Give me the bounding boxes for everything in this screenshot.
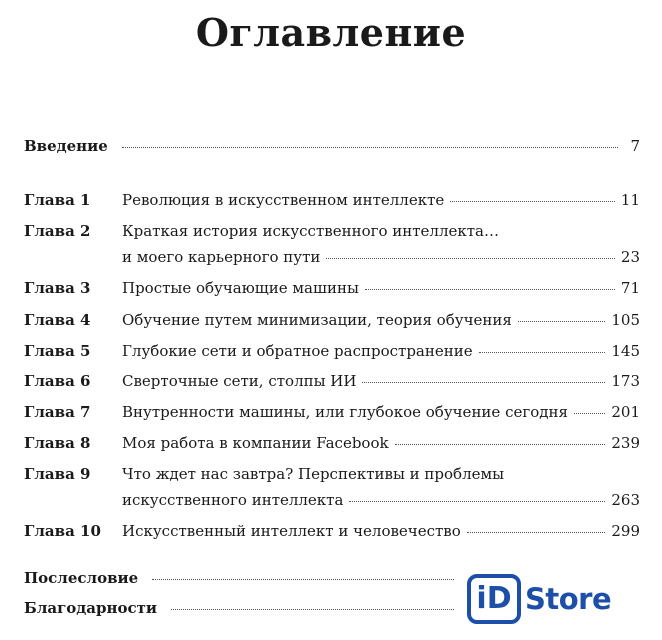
logo-box: iD <box>467 574 521 624</box>
toc-entry-chapter-1[interactable] <box>24 189 640 211</box>
leader-dots <box>518 307 606 322</box>
chapter-title: Глубокие сети и обратное распространение <box>122 342 473 360</box>
chapter-label: Глава 4 <box>24 311 91 329</box>
toc-entry-afterword[interactable] <box>24 567 460 589</box>
leader-dots <box>450 187 615 202</box>
chapter-title: Обучение путем минимизации, теория обучения <box>122 311 512 329</box>
leader-dots <box>122 133 618 148</box>
chapter-title: Революция в искусственном интеллекте <box>122 191 445 209</box>
leader-dots <box>152 565 454 580</box>
chapter-title-line-1: Что ждет нас завтра? Перспективы и проблемы <box>122 465 505 483</box>
leader-dots <box>479 338 606 353</box>
toc-entry-intro[interactable] <box>24 135 640 157</box>
leader-dots <box>362 368 605 383</box>
page-number: 7 <box>630 137 640 155</box>
toc-entry-chapter-6[interactable] <box>24 370 640 392</box>
chapter-label: Глава 8 <box>24 434 91 452</box>
toc-entry-chapter-2-cont[interactable] <box>24 246 640 268</box>
toc-entry-chapter-4[interactable] <box>24 309 640 331</box>
page-number: 145 <box>611 342 640 360</box>
leader-dots <box>349 487 605 502</box>
leader-dots <box>467 518 606 533</box>
toc-entry-chapter-10[interactable] <box>24 520 640 542</box>
thanks-label: Благодарности <box>24 599 158 617</box>
chapter-label: Глава 6 <box>24 372 91 390</box>
chapter-title-line-1: Краткая история искусственного интеллекта… <box>122 222 499 240</box>
toc-entry-chapter-9[interactable] <box>24 463 640 485</box>
toc-entry-chapter-2[interactable] <box>24 220 640 242</box>
chapter-label: Глава 7 <box>24 403 91 421</box>
toc-entry-chapter-7[interactable] <box>24 401 640 423</box>
page-number: 201 <box>611 403 640 421</box>
leader-dots <box>574 399 605 414</box>
logo-wordmark: Store <box>525 582 612 616</box>
page-number: 299 <box>611 522 640 540</box>
chapter-title: Внутренности машины, или глубокое обучение сегодня <box>122 403 568 421</box>
chapter-label: Глава 10 <box>24 522 101 540</box>
leader-dots <box>326 244 615 259</box>
page-number: 11 <box>620 191 640 209</box>
toc-entry-chapter-8[interactable] <box>24 432 640 454</box>
chapter-title-line-2: и моего карьерного пути <box>122 248 321 266</box>
toc-entry-chapter-9-cont[interactable] <box>24 489 640 511</box>
store-logo <box>467 574 611 624</box>
page-number: 173 <box>611 372 640 390</box>
toc-entry-thanks[interactable] <box>24 597 460 619</box>
afterword-label: Послесловие <box>24 569 139 587</box>
page-title: Оглавление <box>195 10 467 55</box>
chapter-label: Глава 5 <box>24 342 91 360</box>
page-number: 71 <box>620 279 640 297</box>
intro-label: Введение <box>24 137 108 155</box>
chapter-title-line-2: искусственного интеллекта <box>122 491 344 509</box>
chapter-title: Искусственный интеллект и человечество <box>122 522 461 540</box>
chapter-title: Моя работа в компании Facebook <box>122 434 389 452</box>
chapter-title: Простые обучающие машины <box>122 279 359 297</box>
page-number: 239 <box>611 434 640 452</box>
leader-dots <box>395 430 606 445</box>
page-number: 263 <box>611 491 640 509</box>
chapter-label: Глава 2 <box>24 222 91 240</box>
leader-dots <box>365 275 615 290</box>
toc-entry-chapter-3[interactable] <box>24 277 640 299</box>
toc-entry-chapter-5[interactable] <box>24 340 640 362</box>
page-number: 23 <box>620 248 640 266</box>
chapter-label: Глава 9 <box>24 465 91 483</box>
leader-dots <box>171 595 454 610</box>
chapter-label: Глава 1 <box>24 191 91 209</box>
chapter-title: Сверточные сети, столпы ИИ <box>122 372 357 390</box>
page-number: 105 <box>611 311 640 329</box>
chapter-label: Глава 3 <box>24 279 91 297</box>
